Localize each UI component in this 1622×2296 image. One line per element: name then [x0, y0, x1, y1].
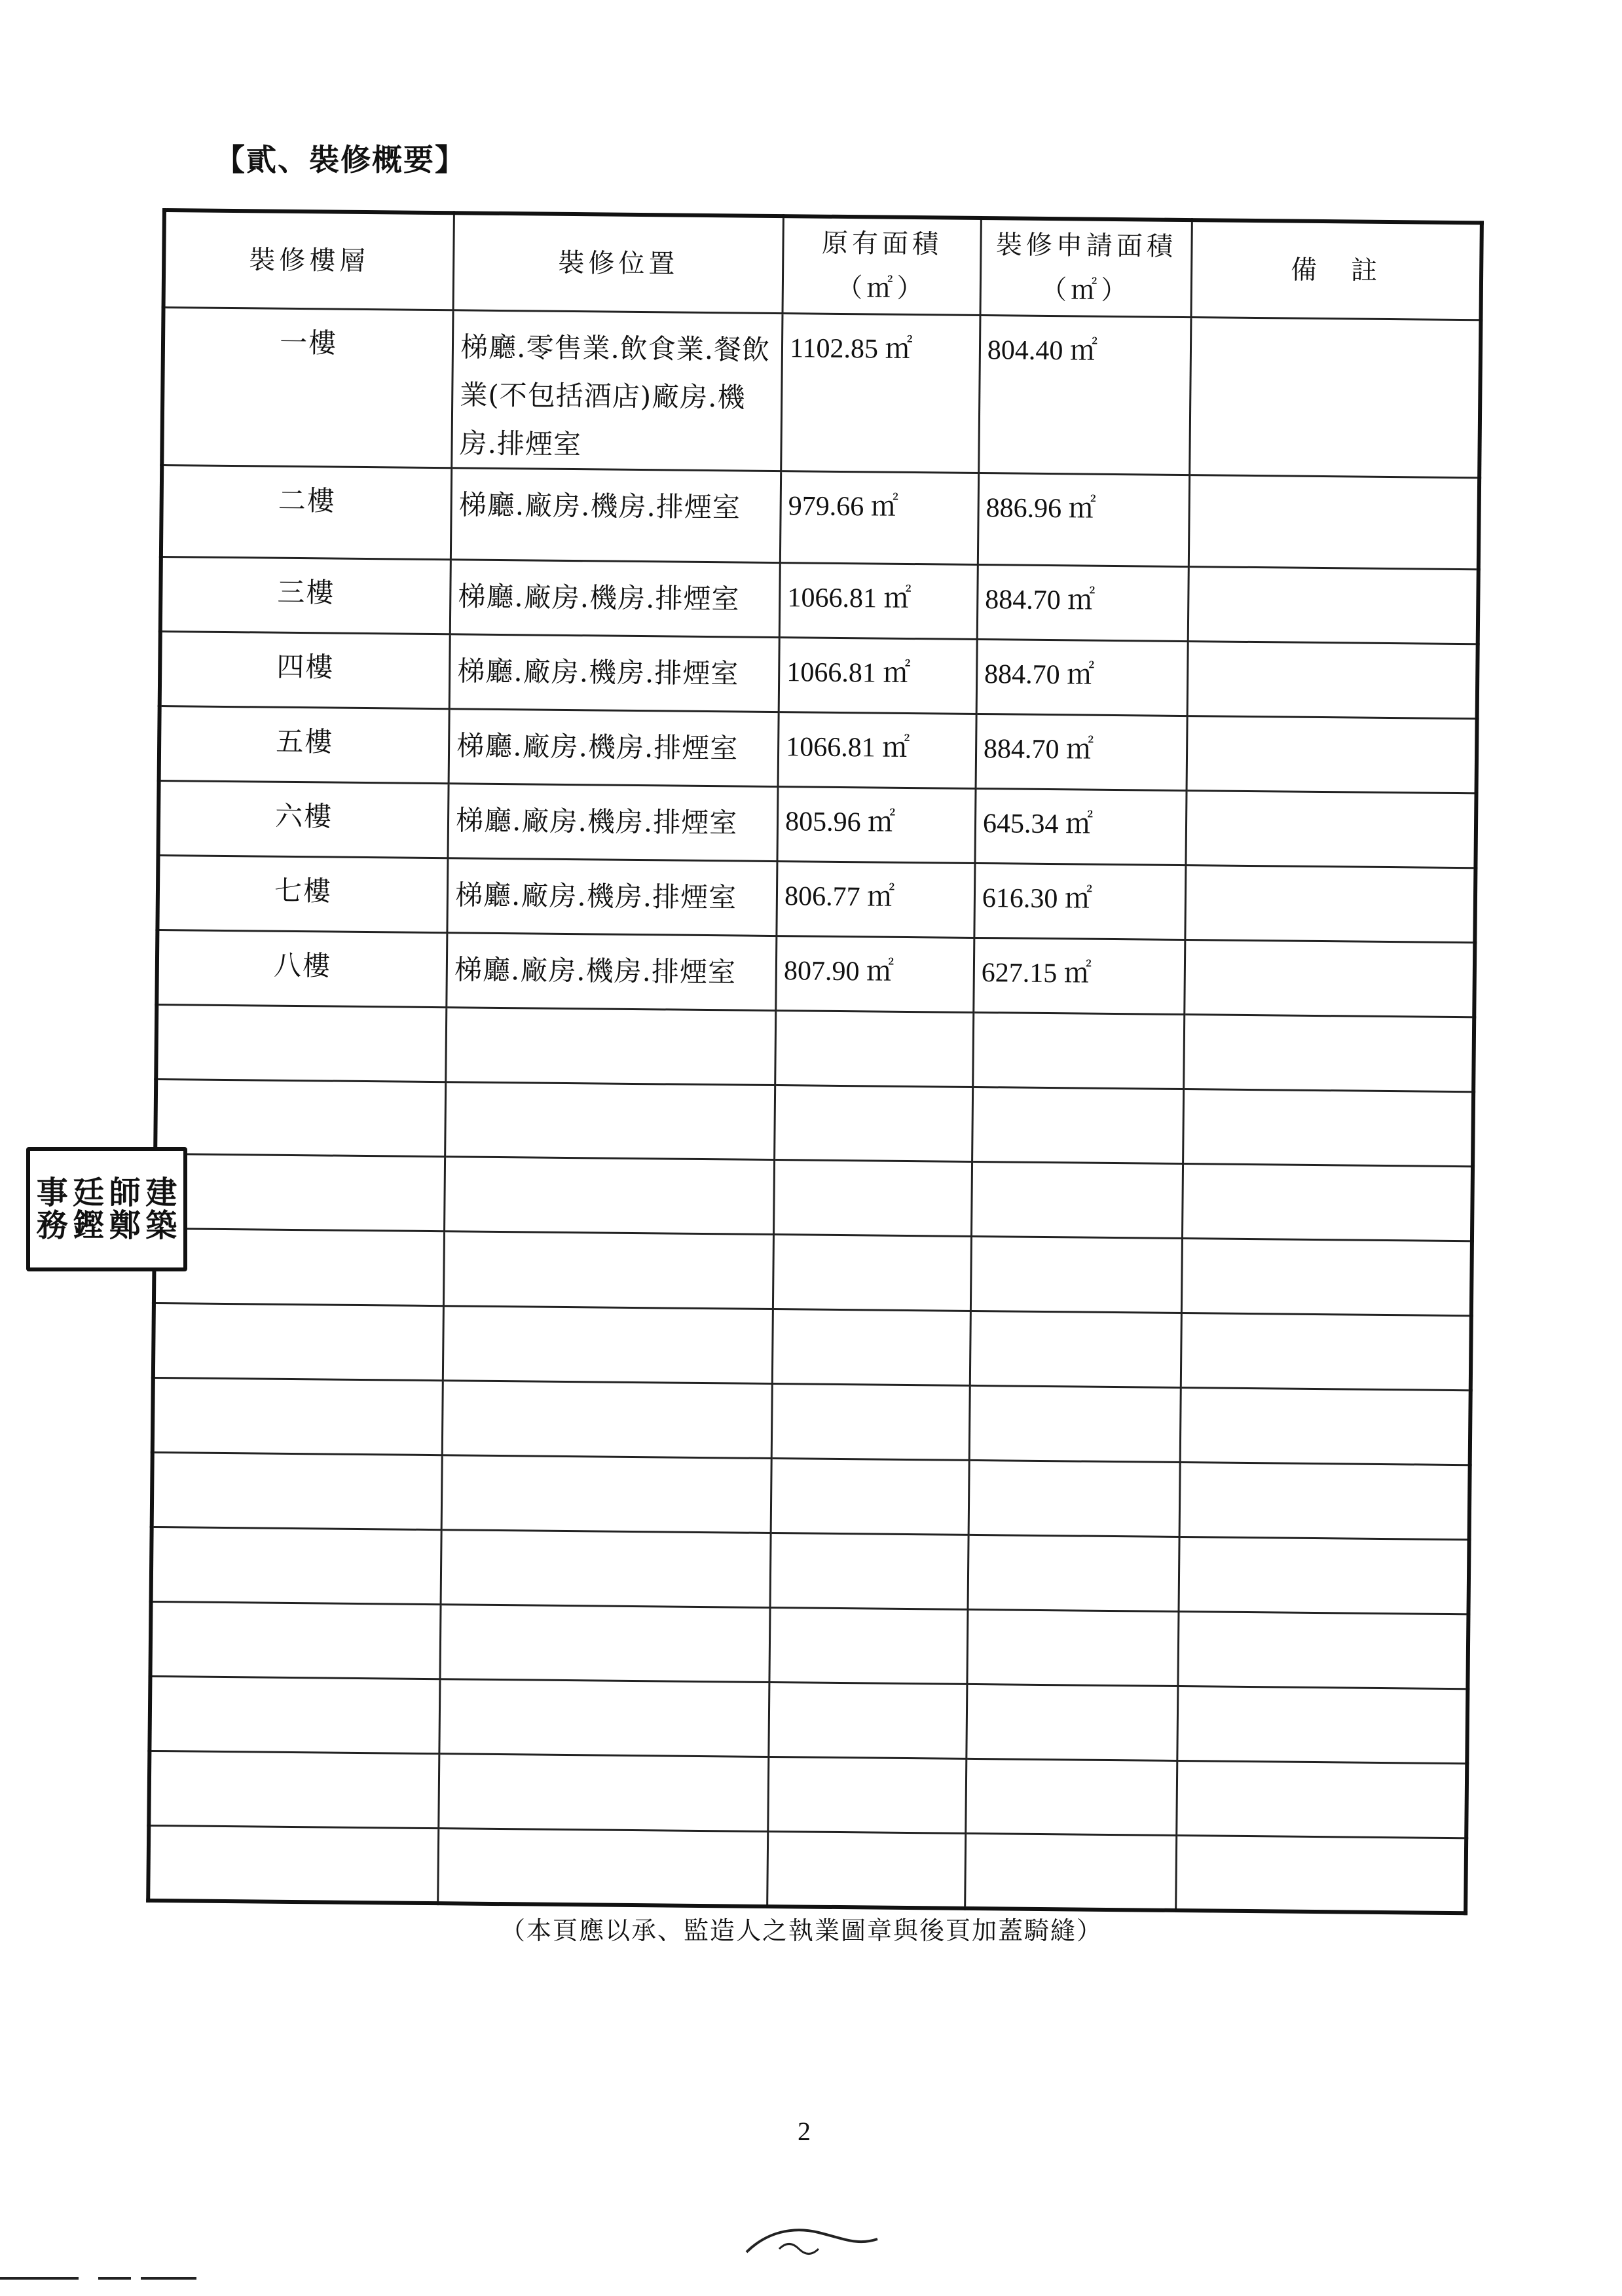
header-location: 裝修位置 — [453, 213, 783, 313]
empty-cell — [150, 1601, 441, 1679]
empty-cell — [1183, 1089, 1473, 1167]
empty-cell — [153, 1303, 444, 1380]
empty-cell — [769, 1683, 967, 1759]
empty-cell — [967, 1609, 1179, 1686]
cell-location: 梯廳.廠房.機房.排煙室 — [447, 858, 777, 936]
architect-seal-stamp — [26, 1147, 187, 1271]
empty-table-row — [149, 1676, 1467, 1763]
empty-cell — [443, 1306, 773, 1384]
cell-location: 梯廳.廠房.機房.排煙室 — [447, 933, 777, 1011]
empty-cell — [972, 1087, 1183, 1163]
empty-cell — [1177, 1760, 1467, 1838]
empty-cell — [767, 1831, 966, 1908]
cell-location: 梯廳.廠房.機房.排煙室 — [449, 634, 779, 712]
empty-table-row — [156, 1004, 1474, 1091]
empty-table-row — [149, 1751, 1467, 1838]
cell-location: 梯廳.廠房.機房.排煙室 — [451, 468, 781, 563]
cell-remarks — [1188, 567, 1479, 644]
header-original-area: 原有面積（㎡） — [783, 216, 981, 315]
cell-floor: 二樓 — [161, 465, 452, 560]
cell-remarks — [1186, 791, 1477, 868]
empty-cell — [1177, 1686, 1468, 1763]
table-body — [148, 307, 1481, 1913]
empty-cell — [446, 1008, 776, 1085]
cell-floor: 八樓 — [157, 930, 447, 1007]
cross-page-seal-note: （本頁應以承、監造人之執業圖章與後頁加蓋騎縫） — [500, 1916, 1103, 1945]
empty-cell — [775, 1085, 973, 1162]
empty-cell — [966, 1758, 1177, 1835]
cell-original-area: 1066.81 ㎡ — [779, 563, 978, 640]
empty-cell — [154, 1228, 445, 1305]
empty-cell — [151, 1527, 442, 1604]
empty-cell — [967, 1684, 1178, 1760]
cell-remarks — [1187, 716, 1477, 793]
header-applied-area: 裝修申請面積（㎡） — [980, 218, 1192, 317]
empty-cell — [769, 1608, 968, 1685]
empty-cell — [152, 1452, 443, 1529]
signature-scribble — [740, 2219, 884, 2259]
empty-cell — [970, 1311, 1181, 1387]
header-remarks: 備 註 — [1191, 220, 1482, 319]
empty-cell — [1183, 1015, 1474, 1092]
empty-table-row — [153, 1303, 1471, 1390]
empty-cell — [774, 1160, 972, 1237]
empty-cell — [771, 1384, 970, 1461]
cell-applied-area: 627.15 ㎡ — [974, 938, 1185, 1014]
empty-cell — [970, 1236, 1182, 1313]
empty-table-row — [152, 1452, 1470, 1539]
empty-cell — [768, 1757, 967, 1833]
table-row — [161, 465, 1479, 570]
cell-floor: 五樓 — [159, 706, 450, 783]
cell-location: 梯廳.零售業.飲食業.餐飲業(不包括酒店)廠房.機房.排煙室 — [452, 310, 783, 471]
empty-cell — [149, 1676, 440, 1753]
cell-applied-area: 884.70 ㎡ — [977, 564, 1189, 641]
empty-cell — [971, 1161, 1183, 1238]
empty-cell — [772, 1309, 970, 1386]
page-number: 2 — [798, 2117, 811, 2146]
empty-cell — [969, 1385, 1181, 1462]
empty-cell — [965, 1833, 1177, 1910]
empty-cell — [149, 1751, 439, 1828]
empty-table-row — [150, 1601, 1468, 1688]
empty-table-row — [155, 1154, 1473, 1241]
empty-cell — [445, 1157, 775, 1235]
empty-cell — [442, 1381, 772, 1459]
stamp-column: 師 鄭 — [109, 1174, 141, 1244]
cell-original-area: 805.96 ㎡ — [777, 787, 976, 864]
empty-cell — [148, 1825, 439, 1903]
empty-table-row — [151, 1527, 1469, 1614]
cell-remarks — [1185, 940, 1475, 1017]
cell-applied-area: 645.34 ㎡ — [975, 788, 1187, 865]
table-row — [157, 855, 1475, 942]
cell-original-area: 979.66 ㎡ — [780, 471, 978, 565]
empty-cell — [770, 1533, 968, 1610]
empty-cell — [1180, 1388, 1471, 1465]
empty-cell — [441, 1455, 771, 1533]
table-row — [160, 631, 1478, 718]
empty-cell — [771, 1459, 969, 1535]
renovation-summary-table — [146, 208, 1484, 1915]
empty-cell — [1178, 1611, 1469, 1688]
empty-cell — [439, 1679, 769, 1757]
empty-cell — [1182, 1164, 1473, 1241]
empty-cell — [1179, 1463, 1470, 1540]
cell-original-area: 806.77 ㎡ — [777, 862, 975, 938]
renovation-summary-table-wrapper — [147, 208, 1484, 1880]
empty-cell — [973, 1012, 1185, 1089]
empty-table-row — [153, 1377, 1471, 1465]
empty-cell — [155, 1154, 445, 1231]
empty-cell — [156, 1004, 447, 1082]
cell-remarks — [1189, 317, 1481, 478]
empty-cell — [441, 1530, 771, 1608]
empty-cell — [775, 1011, 974, 1087]
cell-location: 梯廳.廠房.機房.排煙室 — [449, 709, 779, 787]
cell-location: 梯廳.廠房.機房.排煙室 — [448, 784, 778, 862]
empty-cell — [444, 1231, 774, 1309]
cell-applied-area: 886.96 ㎡ — [978, 473, 1189, 566]
empty-cell — [153, 1377, 443, 1455]
table-row — [157, 930, 1475, 1017]
cell-floor: 七樓 — [157, 855, 448, 932]
table-row — [159, 706, 1477, 793]
cell-applied-area: 616.30 ㎡ — [974, 863, 1186, 939]
cell-applied-area: 884.70 ㎡ — [976, 714, 1187, 790]
empty-cell — [968, 1535, 1179, 1611]
table-row — [162, 307, 1481, 478]
table-header-row — [164, 210, 1482, 319]
section-title: 【貳、裝修概要】 — [215, 142, 466, 177]
empty-table-row — [154, 1228, 1472, 1315]
stamp-column: 廷 鏗 — [73, 1174, 105, 1244]
cell-remarks — [1187, 642, 1478, 719]
cell-floor: 六樓 — [158, 780, 449, 858]
empty-cell — [439, 1754, 769, 1832]
bottom-dash-line — [0, 2277, 196, 2280]
cell-original-area: 807.90 ㎡ — [776, 936, 974, 1013]
empty-cell — [773, 1235, 972, 1311]
empty-table-row — [155, 1079, 1473, 1166]
cell-applied-area: 884.70 ㎡ — [976, 639, 1188, 716]
cell-original-area: 1066.81 ㎡ — [779, 638, 977, 714]
cell-original-area: 1066.81 ㎡ — [778, 712, 976, 789]
empty-cell — [445, 1082, 775, 1160]
empty-cell — [1179, 1537, 1469, 1614]
empty-table-row — [148, 1825, 1466, 1912]
cell-floor: 四樓 — [160, 631, 451, 708]
cell-floor: 三樓 — [160, 557, 451, 634]
cell-floor: 一樓 — [162, 307, 453, 468]
cell-location: 梯廳.廠房.機房.排煙室 — [450, 560, 780, 638]
empty-cell — [968, 1460, 1180, 1537]
empty-cell — [1175, 1835, 1466, 1912]
stamp-column: 事 務 — [36, 1174, 68, 1244]
table-row — [158, 780, 1477, 867]
empty-cell — [440, 1605, 770, 1683]
empty-cell — [438, 1829, 768, 1906]
cell-applied-area: 804.40 ㎡ — [979, 315, 1191, 475]
cell-original-area: 1102.85 ㎡ — [781, 313, 980, 473]
cell-remarks — [1185, 866, 1476, 943]
cell-remarks — [1189, 475, 1479, 570]
empty-cell — [1181, 1313, 1471, 1391]
table-row — [160, 557, 1479, 644]
empty-cell — [1181, 1239, 1472, 1316]
header-floor: 裝修樓層 — [164, 210, 454, 310]
empty-cell — [155, 1079, 446, 1156]
stamp-column: 建 築 — [145, 1174, 177, 1244]
